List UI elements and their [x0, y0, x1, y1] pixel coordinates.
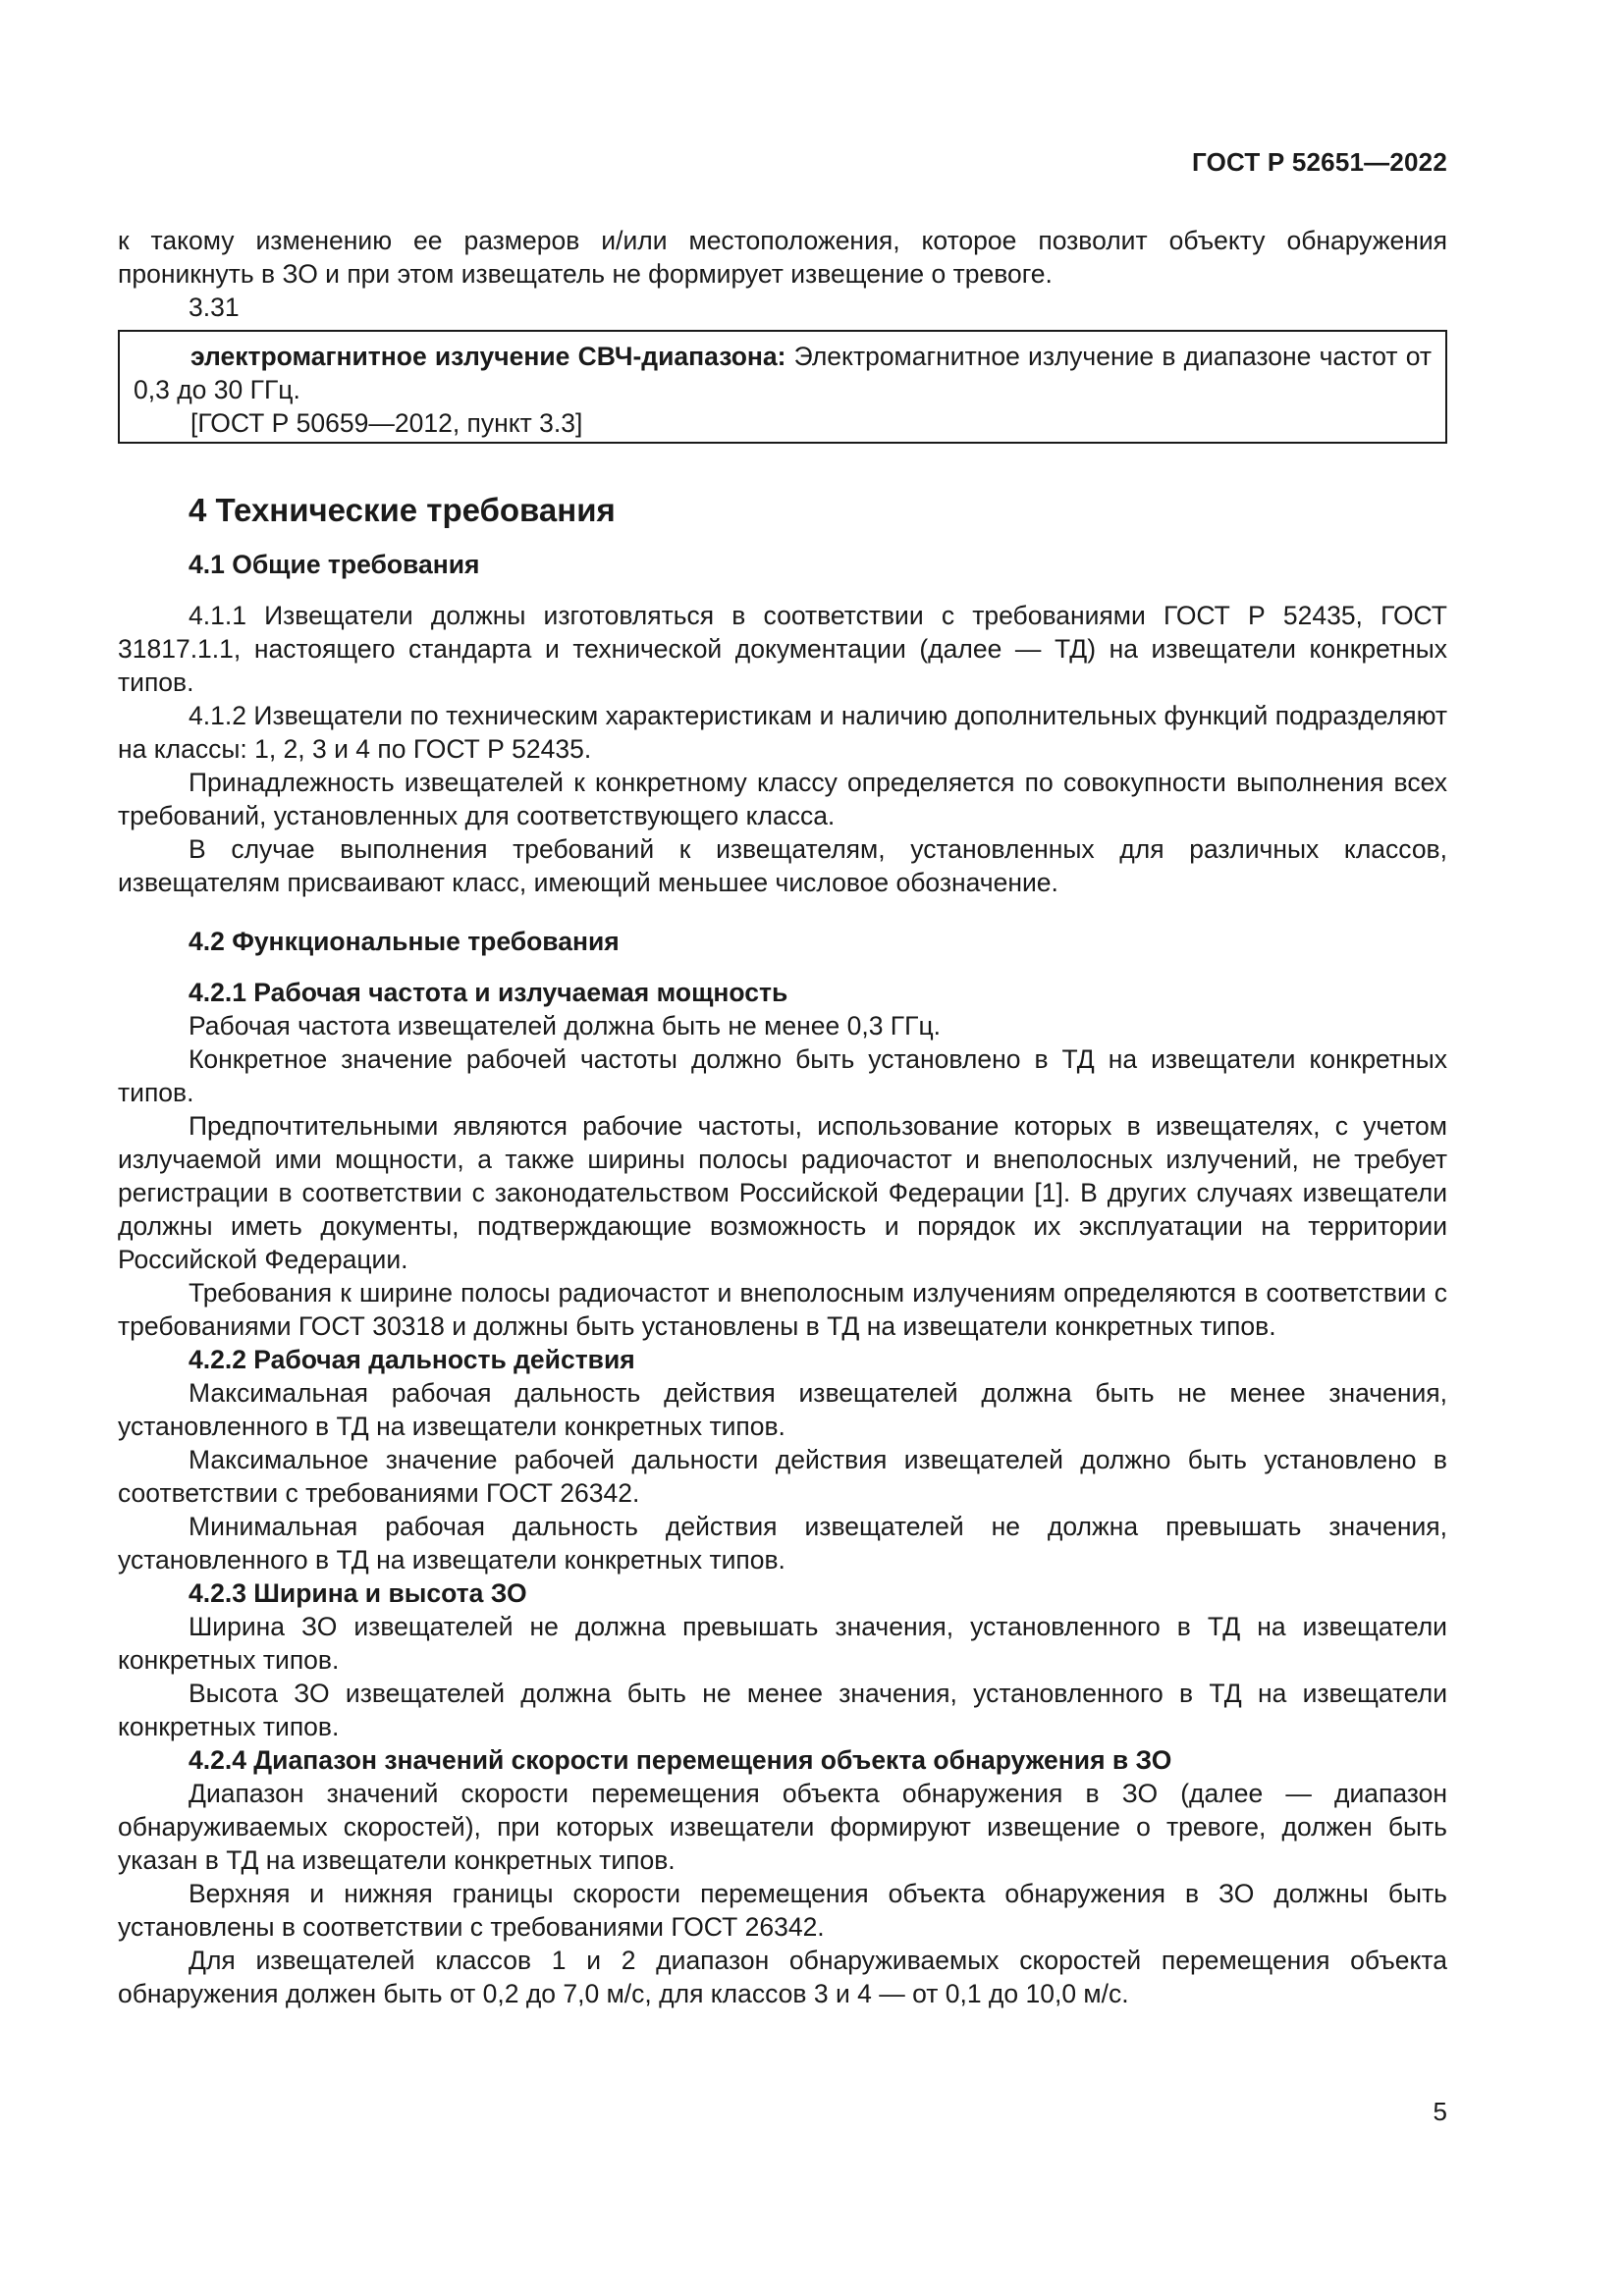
paragraph-preferred-frequencies: Предпочтительными являются рабочие частоты, использование которых в извещателях, с учетом излучаемой ими мощности, а также ширины полосы радиочастот и внеполосных излучений, не требует регистрации в соответствии с законодательством Российской Федерации [1]. В других случаях извещатели должны иметь документы, подтверждающие возможность и порядок их эксплуатации на территории Российской Федерации.: [118, 1111, 1447, 1274]
document-id-header: ГОСТ Р 52651—2022: [1192, 147, 1447, 177]
term-source-reference: [ГОСТ Р 50659—2012, пункт 3.3]: [190, 408, 583, 438]
term-definition: [134, 340, 1432, 406]
paragraph-speed-limits: Верхняя и нижняя границы скорости перемещения объекта обнаружения в ЗО должны быть установлены в соответствии с требованиями ГОСТ 26342.: [118, 1879, 1447, 1942]
section-4-2-3-heading: 4.2.3 Ширина и высота ЗО: [189, 1578, 527, 1608]
page-number: 5: [1433, 2097, 1447, 2126]
paragraph-zone-height: Высота ЗО извещателей должна быть не менее значения, установленного в ТД на извещатели конкретных типов.: [118, 1679, 1447, 1741]
paragraph-class-membership: Принадлежность извещателей к конкретному классу определяется по совокупности выполнения всех требований, установленных для соответствующего класса.: [118, 768, 1447, 830]
paragraph-speed-classes: Для извещателей классов 1 и 2 диапазон обнаруживаемых скоростей перемещения объекта обнаружения должен быть от 0,2 до 7,0 м/с, для классов 3 и 4 — от 0,1 до 10,0 м/с.: [118, 1946, 1447, 2008]
term-name: электромагнитное излучение СВЧ-диапазона:: [190, 342, 786, 371]
paragraph-frequency-min: Рабочая частота извещателей должна быть не менее 0,3 ГГц.: [189, 1011, 942, 1041]
paragraph-zone-width: Ширина ЗО извещателей не должна превышать значения, установленного в ТД на извещатели конкретных типов.: [118, 1612, 1447, 1675]
paragraph-speed-range: Диапазон значений скорости перемещения объекта обнаружения в ЗО (далее — диапазон обнаруживаемых скоростей), при которых извещатели формируют извещение о тревоге, должен быть указан в ТД на извещатели конкретных типов.: [118, 1779, 1447, 1875]
term-definition-box: [118, 330, 1447, 444]
section-4-2-heading: 4.2 Функциональные требования: [189, 927, 620, 956]
term-definition-text: Электромагнитное излучение в диапазоне частот от 0,3 до 30 ГГц.: [134, 342, 1432, 404]
page-body: [118, 224, 1447, 2010]
paragraph-max-range-value: Максимальное значение рабочей дальности действия извещателей должно быть установлено в соответствии с требованиями ГОСТ 26342.: [118, 1445, 1447, 1508]
section-4-2-4-heading: 4.2.4 Диапазон значений скорости перемещения объекта обнаружения в ЗО: [189, 1745, 1172, 1775]
paragraph-bandwidth-requirements: Требования к ширине полосы радиочастот и внеполосным излучениям определяются в соответствии с требованиями ГОСТ 30318 и должны быть установлены в ТД на извещатели конкретных типов.: [118, 1278, 1447, 1341]
term-number: 3.31: [189, 293, 240, 322]
paragraph-min-range: Минимальная рабочая дальность действия извещателей не должна превышать значения, установленного в ТД на извещатели конкретных типов.: [118, 1512, 1447, 1575]
paragraph-frequency-value: Конкретное значение рабочей частоты должно быть установлено в ТД на извещатели конкретных типов.: [118, 1044, 1447, 1107]
section-4-heading: 4 Технические требования: [189, 492, 616, 528]
paragraph-class-assignment: В случае выполнения требований к извещателям, установленных для различных классов, извещателям присваивают класс, имеющий меньшее числовое обозначение.: [118, 834, 1447, 897]
paragraph-4-1-1: 4.1.1 Извещатели должны изготовляться в соответствии с требованиями ГОСТ Р 52435, ГОСТ 31817.1.1, настоящего стандарта и технической документации (далее — ТД) на извещатели конкретных типов.: [118, 601, 1447, 697]
section-4-2-2-heading: 4.2.2 Рабочая дальность действия: [189, 1345, 635, 1374]
continuation-paragraph: к такому изменению ее размеров и/или местоположения, которое позволит объекту обнаружения проникнуть в ЗО и при этом извещатель не формирует извещение о тревоге.: [118, 226, 1447, 289]
paragraph-4-1-2: 4.1.2 Извещатели по техническим характеристикам и наличию дополнительных функций подразделяют на классы: 1, 2, 3 и 4 по ГОСТ Р 52435.: [118, 701, 1447, 764]
section-4-2-1-heading: 4.2.1 Рабочая частота и излучаемая мощность: [189, 978, 788, 1007]
paragraph-max-range: Максимальная рабочая дальность действия извещателей должна быть не менее значения, установленного в ТД на извещатели конкретных типов.: [118, 1378, 1447, 1441]
section-4-1-heading: 4.1 Общие требования: [189, 550, 480, 579]
